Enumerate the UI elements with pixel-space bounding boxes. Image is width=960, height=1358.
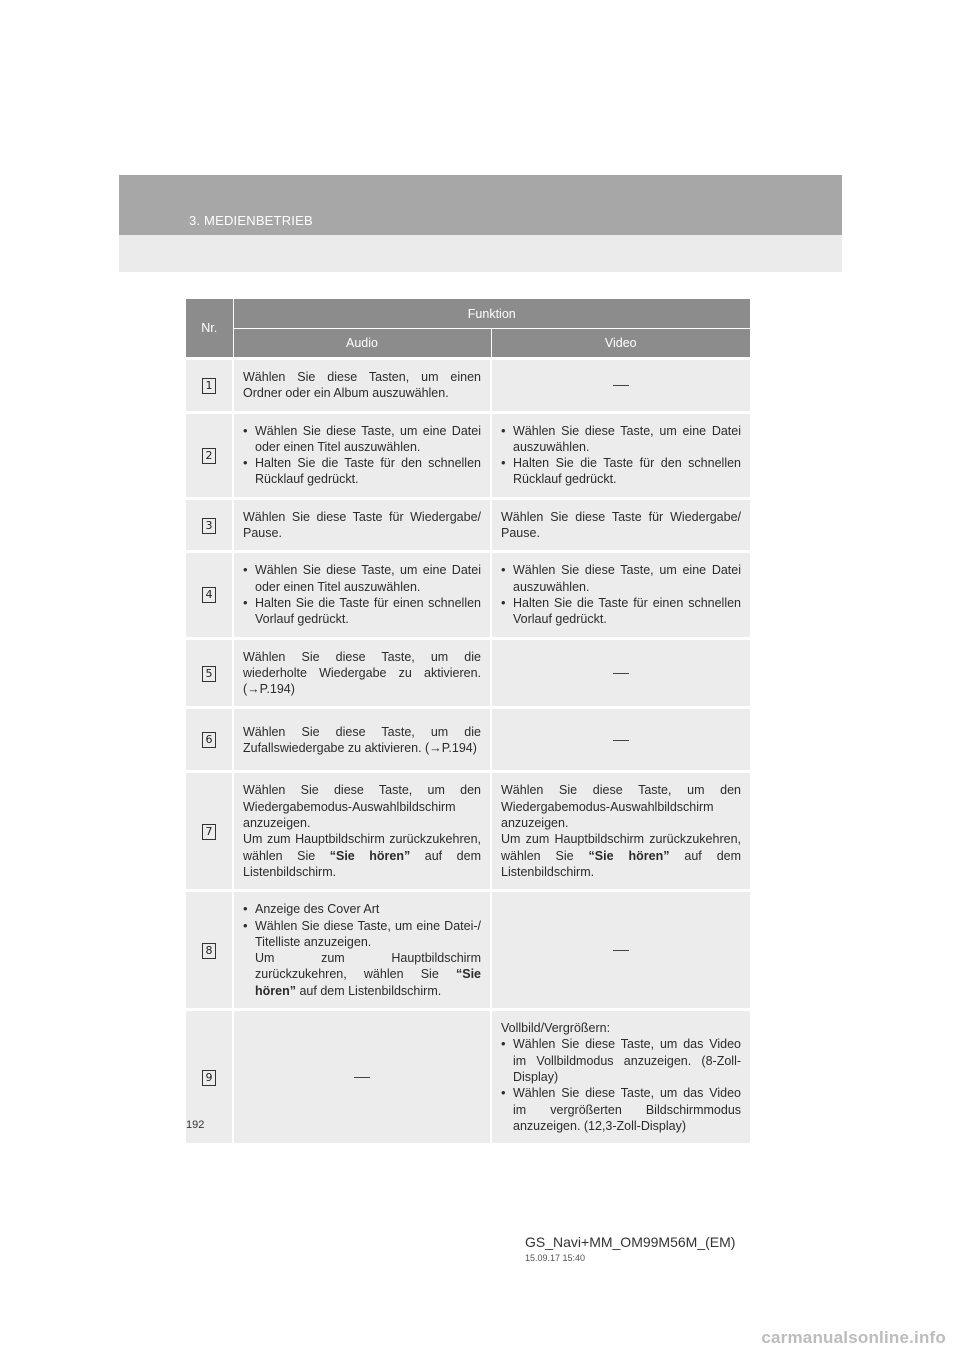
header-nr: Nr. — [186, 299, 233, 359]
table-row — [186, 359, 750, 413]
list-item — [243, 918, 481, 999]
list-item: • Wählen Sie diese Taste, um das Video im Vollbildmodus anzuzeigen. (8-Zoll-Display) — [501, 1036, 741, 1085]
number-box: 3 — [202, 518, 216, 534]
table-row — [186, 638, 750, 708]
function-table — [186, 299, 750, 1143]
row-number — [186, 412, 233, 498]
row-number — [186, 498, 233, 552]
cell-text: Wählen Sie diese Taste, um die Zufallswiedergabe zu aktivieren. (→P.194) — [243, 724, 481, 755]
row-number — [186, 552, 233, 638]
audio-cell — [233, 359, 491, 413]
section-title: 3. MEDIENBETRIEB — [189, 213, 313, 228]
cell-text: Um zum Hauptbildschirm zurückzukehren, wählen Sie — [255, 951, 481, 982]
video-cell — [491, 638, 750, 708]
list-item: • Halten Sie die Taste für einen schnellen Vorlauf gedrückt. — [243, 595, 481, 628]
header-funktion: Funktion — [233, 299, 750, 329]
document-timestamp: 15.09.17 15:40 — [525, 1253, 586, 1263]
dash-mark — [613, 673, 629, 674]
number-box: 4 — [202, 587, 216, 603]
list-item: • Wählen Sie diese Taste, um eine Datei auszuwählen. — [501, 562, 741, 595]
cell-text: auf dem Listenbildschirm. — [243, 848, 481, 879]
audio-cell — [233, 638, 491, 708]
dash-mark — [354, 1077, 370, 1078]
list-item: • Halten Sie die Taste für den schnellen Rücklauf gedrückt. — [243, 455, 481, 488]
list-item: • Halten Sie die Taste für den schnellen Rücklauf gedrückt. — [501, 455, 741, 488]
cell-text: auf dem Listenbildschirm. — [299, 983, 442, 998]
cell-text: Wählen Sie diese Tasten, um einen Ordner oder ein Album auszuwählen. — [243, 370, 481, 401]
list-item: • Wählen Sie diese Taste, um eine Datei oder einen Titel auszuwählen. — [243, 423, 481, 456]
video-cell — [491, 498, 750, 552]
table-row — [186, 552, 750, 638]
header-video: Video — [491, 329, 750, 359]
video-cell — [491, 772, 750, 891]
list-item: • Wählen Sie diese Taste, um eine Datei auszuwählen. — [501, 423, 741, 456]
cell-text: • Wählen Sie diese Taste, um eine Datei-/ Titelliste anzuzeigen. — [255, 918, 481, 949]
list-item: • Wählen Sie diese Taste, um das Video im vergrößerten Bildschirmmodus anzuzeigen. (12,3-Zoll-Display) — [501, 1085, 741, 1134]
row-number — [186, 891, 233, 1010]
number-box: 8 — [202, 943, 216, 959]
table-row — [186, 708, 750, 772]
table-row — [186, 772, 750, 891]
table-row — [186, 498, 750, 552]
audio-cell — [233, 708, 491, 772]
label-sie-hoeren: “Sie hören” — [255, 967, 481, 998]
video-cell — [491, 359, 750, 413]
audio-cell — [233, 412, 491, 498]
row-number — [186, 708, 233, 772]
table-row — [186, 891, 750, 1010]
audio-cell — [233, 552, 491, 638]
page-number: 192 — [186, 1119, 205, 1131]
table-row — [186, 412, 750, 498]
row-number — [186, 638, 233, 708]
list-item: • Anzeige des Cover Art — [243, 901, 481, 917]
cell-text: Vollbild/Vergrößern: — [501, 1021, 611, 1036]
dash-mark — [613, 385, 629, 386]
cell-text: Wählen Sie diese Taste für Wiedergabe/ Pause. — [243, 509, 481, 541]
number-box: 2 — [202, 448, 216, 464]
header-audio: Audio — [233, 329, 491, 359]
header-band — [119, 175, 842, 272]
watermark: carmanualsonline.info — [761, 1328, 946, 1347]
list-item: • Halten Sie die Taste für einen schnellen Vorlauf gedrückt. — [501, 595, 741, 628]
dash-mark — [613, 740, 629, 741]
video-cell — [491, 708, 750, 772]
header-bar — [119, 175, 842, 235]
row-number — [186, 359, 233, 413]
number-box: 6 — [202, 732, 216, 748]
label-sie-hoeren: “Sie hören” — [588, 848, 670, 863]
list-item: • Wählen Sie diese Taste, um eine Datei oder einen Titel auszuwählen. — [243, 562, 481, 595]
cell-text: Wählen Sie diese Taste für Wiedergabe/ Pause. — [501, 509, 742, 541]
audio-cell — [233, 498, 491, 552]
video-cell — [491, 552, 750, 638]
number-box: 9 — [202, 1070, 216, 1086]
table-row — [186, 1010, 750, 1144]
video-cell — [491, 1010, 750, 1144]
cell-text: Wählen Sie diese Taste, um die wiederholte Wiedergabe zu aktivieren. (→P.194) — [243, 649, 481, 697]
video-cell — [491, 891, 750, 1010]
cell-text: Wählen Sie diese Taste, um den Wiedergabemodus-Auswahlbildschirm anzuzeigen. — [243, 783, 481, 831]
number-box: 1 — [202, 378, 216, 394]
cell-text: auf dem Listenbildschirm. — [501, 848, 742, 879]
video-cell — [491, 412, 750, 498]
cell-text: Um zum Hauptbildschirm zurückzukehren, wählen Sie — [501, 832, 742, 863]
number-box: 5 — [202, 666, 216, 682]
audio-cell — [233, 772, 491, 891]
row-number — [186, 772, 233, 891]
number-box: 7 — [202, 824, 216, 840]
cell-text: Wählen Sie diese Taste, um den Wiedergabemodus-Auswahlbildschirm anzuzeigen. — [501, 783, 742, 831]
document-id: GS_Navi+MM_OM99M56M_(EM) — [525, 1234, 736, 1250]
label-sie-hoeren: “Sie hören” — [329, 848, 411, 863]
audio-cell — [233, 1010, 491, 1144]
cell-text: Um zum Hauptbildschirm zurückzukehren, wählen Sie — [243, 832, 481, 863]
audio-cell — [233, 891, 491, 1010]
dash-mark — [613, 950, 629, 951]
